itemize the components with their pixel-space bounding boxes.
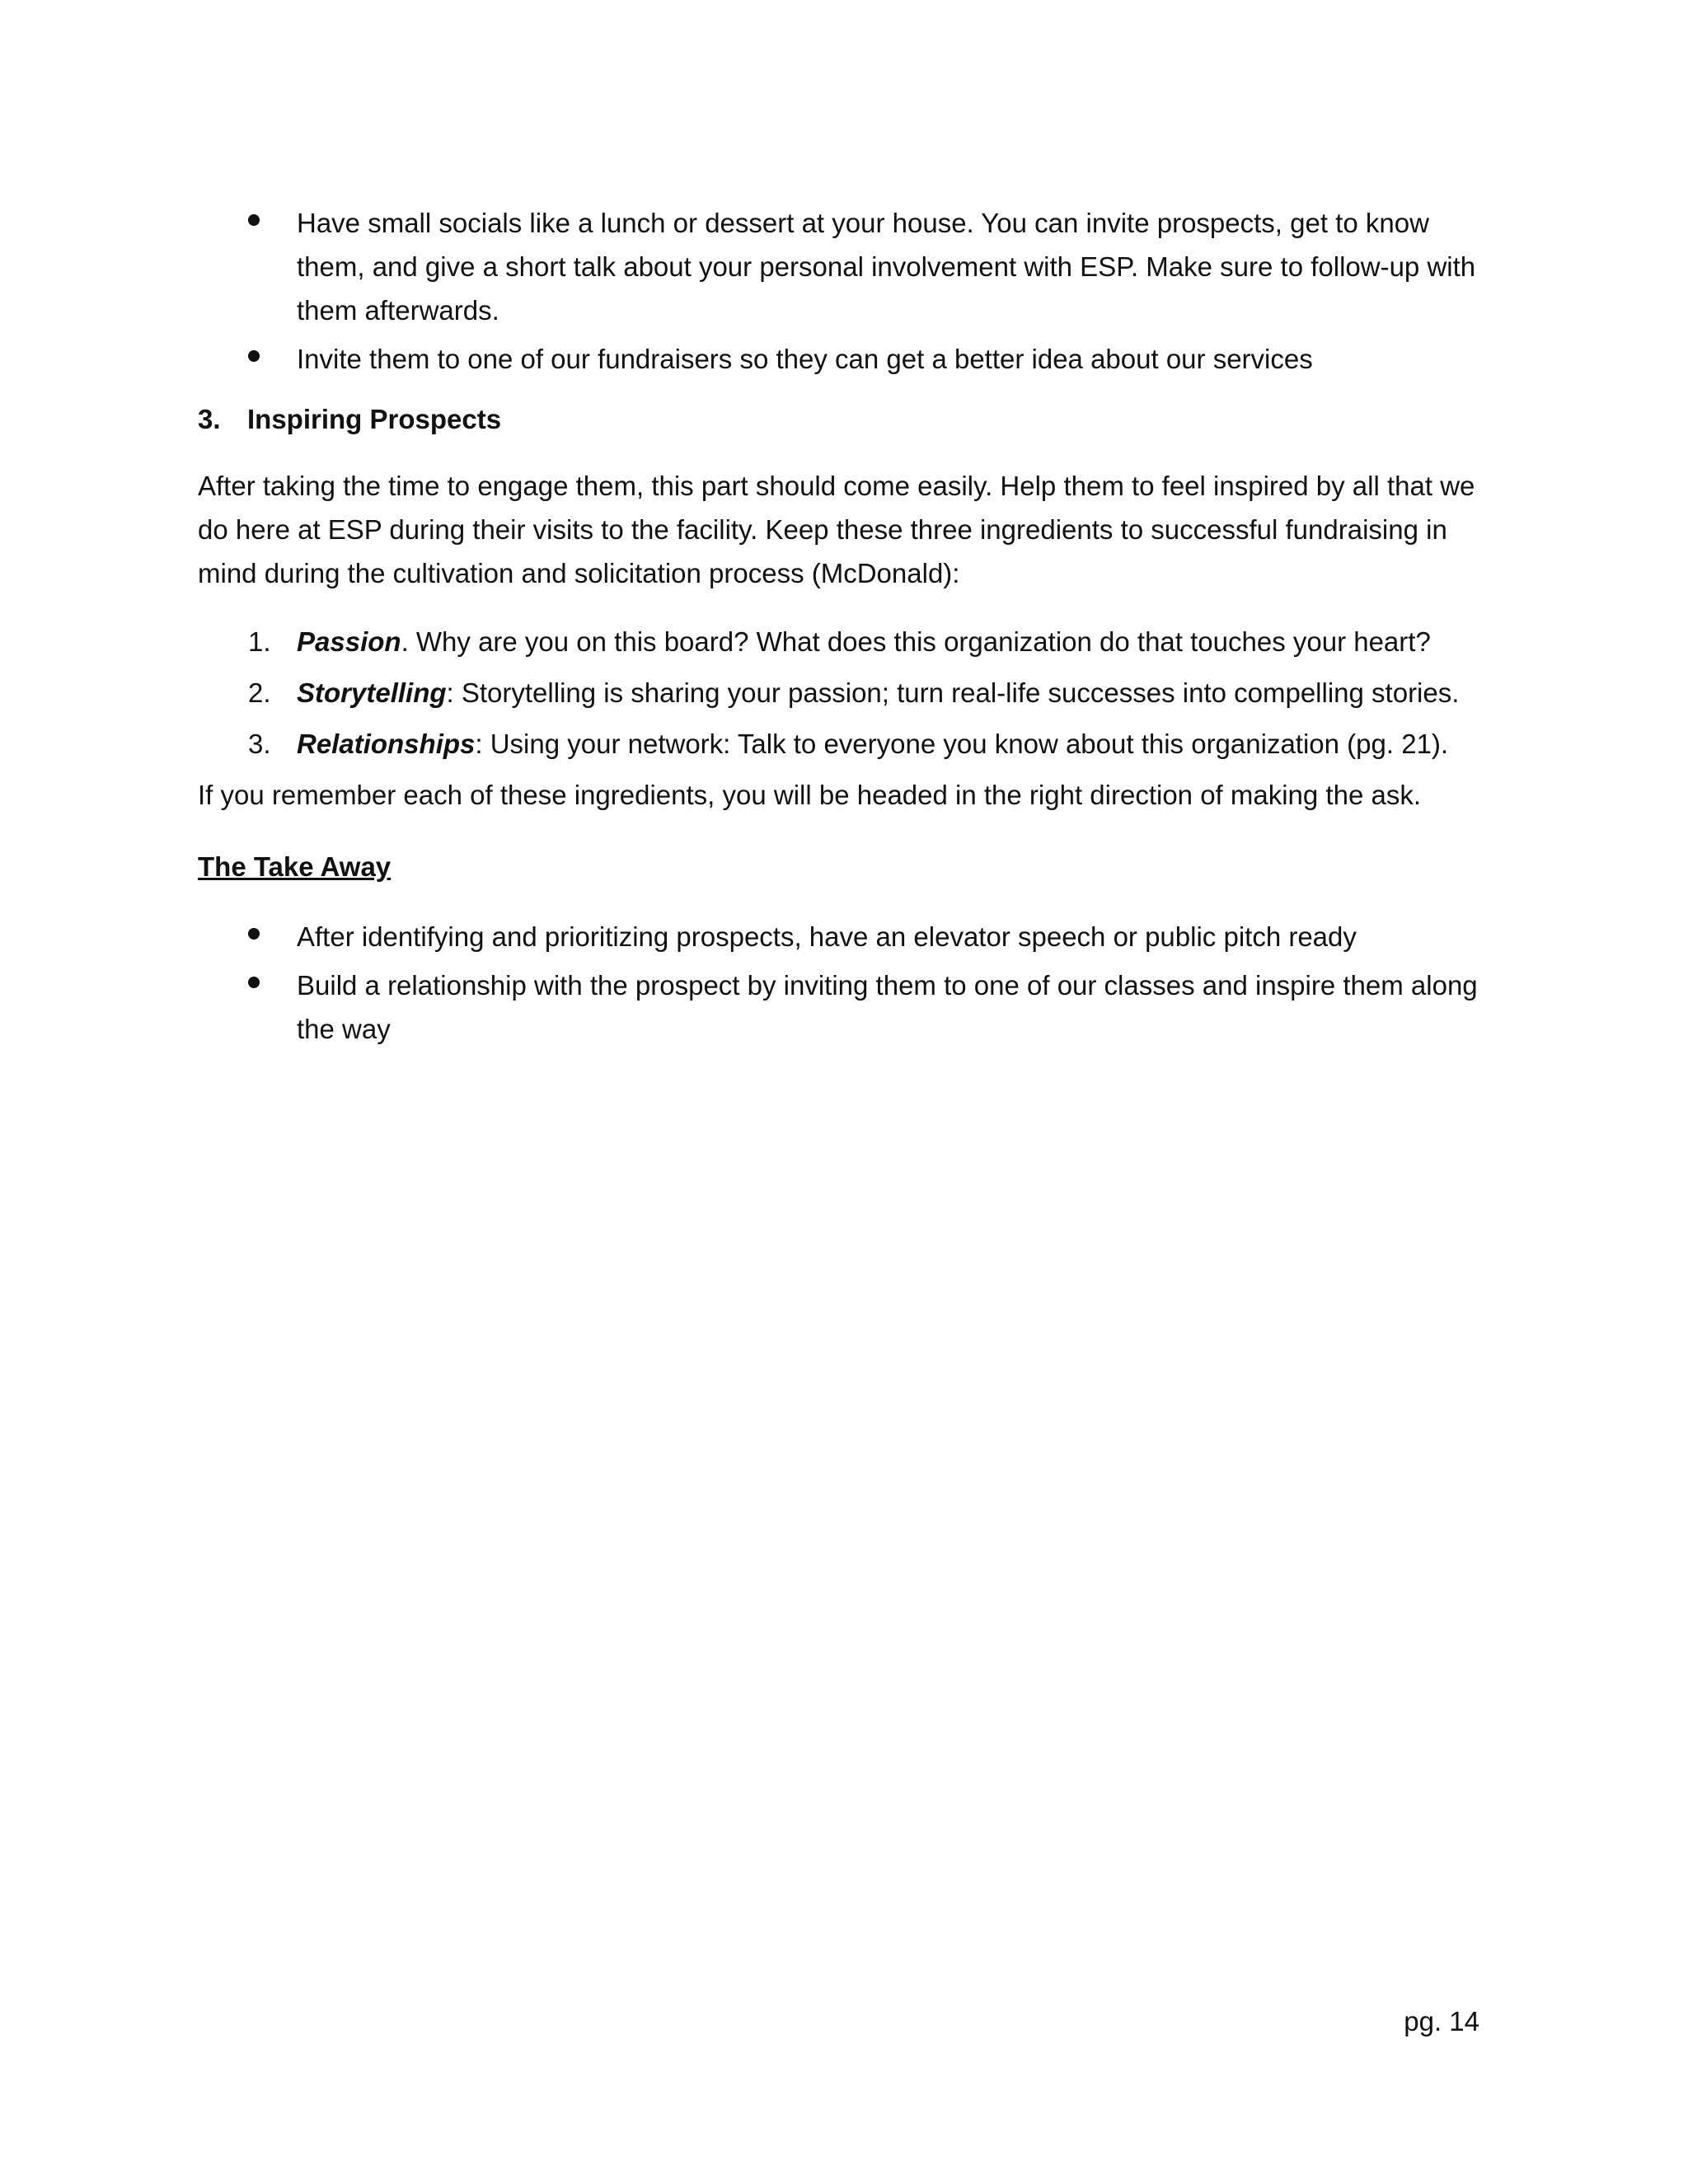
ingredient-text: : Storytelling is sharing your passion; turn real-life successes into compelling stories.: [446, 677, 1460, 708]
bullet-icon: [248, 214, 260, 226]
bullet-icon: [248, 350, 260, 362]
takeaway-bullet-list: [198, 915, 1492, 1051]
bullet-icon: [248, 977, 260, 988]
ingredient-text: . Why are you on this board? What does this organization do that touches your heart?: [401, 626, 1431, 657]
ingredient-text: : Using your network: Talk to everyone you know about this organization (pg. 21).: [475, 729, 1449, 759]
takeaway-heading: The Take Away: [198, 851, 392, 882]
section-intro: After taking the time to engage them, this part should come easily. Help them to feel inspired by all that we do here at ESP during their visits to the facility. Keep these three ingredients to successful fundraising in mind during the cultivation and solicitation process (McDonald):: [198, 471, 1475, 588]
ingredient-item-storytelling: [198, 671, 1492, 715]
section-title: Inspiring Prospects: [247, 404, 502, 434]
list-item: [198, 337, 1492, 381]
ingredient-number: 3.: [248, 729, 271, 759]
section-closing: If you remember each of these ingredients, you will be headed in the right direction of making the ask.: [198, 780, 1422, 810]
ingredient-term: Relationships: [297, 729, 476, 759]
ingredient-item-relationships: [198, 722, 1492, 766]
ingredient-number: 1.: [248, 626, 271, 657]
top-bullet-list: [198, 201, 1492, 381]
ingredient-item-passion: [198, 620, 1492, 663]
list-item: [198, 963, 1492, 1051]
ingredients-list: [198, 620, 1492, 766]
page-number: pg. 14: [1404, 2006, 1479, 2036]
list-item-text: After identifying and prioritizing prospects, have an elevator speech or public pitch ready: [297, 921, 1357, 952]
list-item-text: Build a relationship with the prospect by inviting them to one of our classes and inspire them along the way: [297, 970, 1478, 1044]
list-item-text: Invite them to one of our fundraisers so they can get a better idea about our services: [297, 344, 1313, 374]
section-heading: [198, 397, 1492, 441]
page-content: [198, 201, 1492, 1056]
ingredient-number: 2.: [248, 677, 271, 708]
ingredient-term: Storytelling: [297, 677, 447, 708]
list-item: [198, 915, 1492, 958]
ingredient-term: Passion: [297, 626, 401, 657]
section-number: 3.: [198, 404, 221, 434]
list-item-text: Have small socials like a lunch or dessert at your house. You can invite prospects, get to know them, and give a short talk about your personal involvement with ESP. Make sure to follow-up with them afterwards.: [297, 208, 1476, 326]
list-item: [198, 201, 1492, 332]
bullet-icon: [248, 928, 260, 940]
